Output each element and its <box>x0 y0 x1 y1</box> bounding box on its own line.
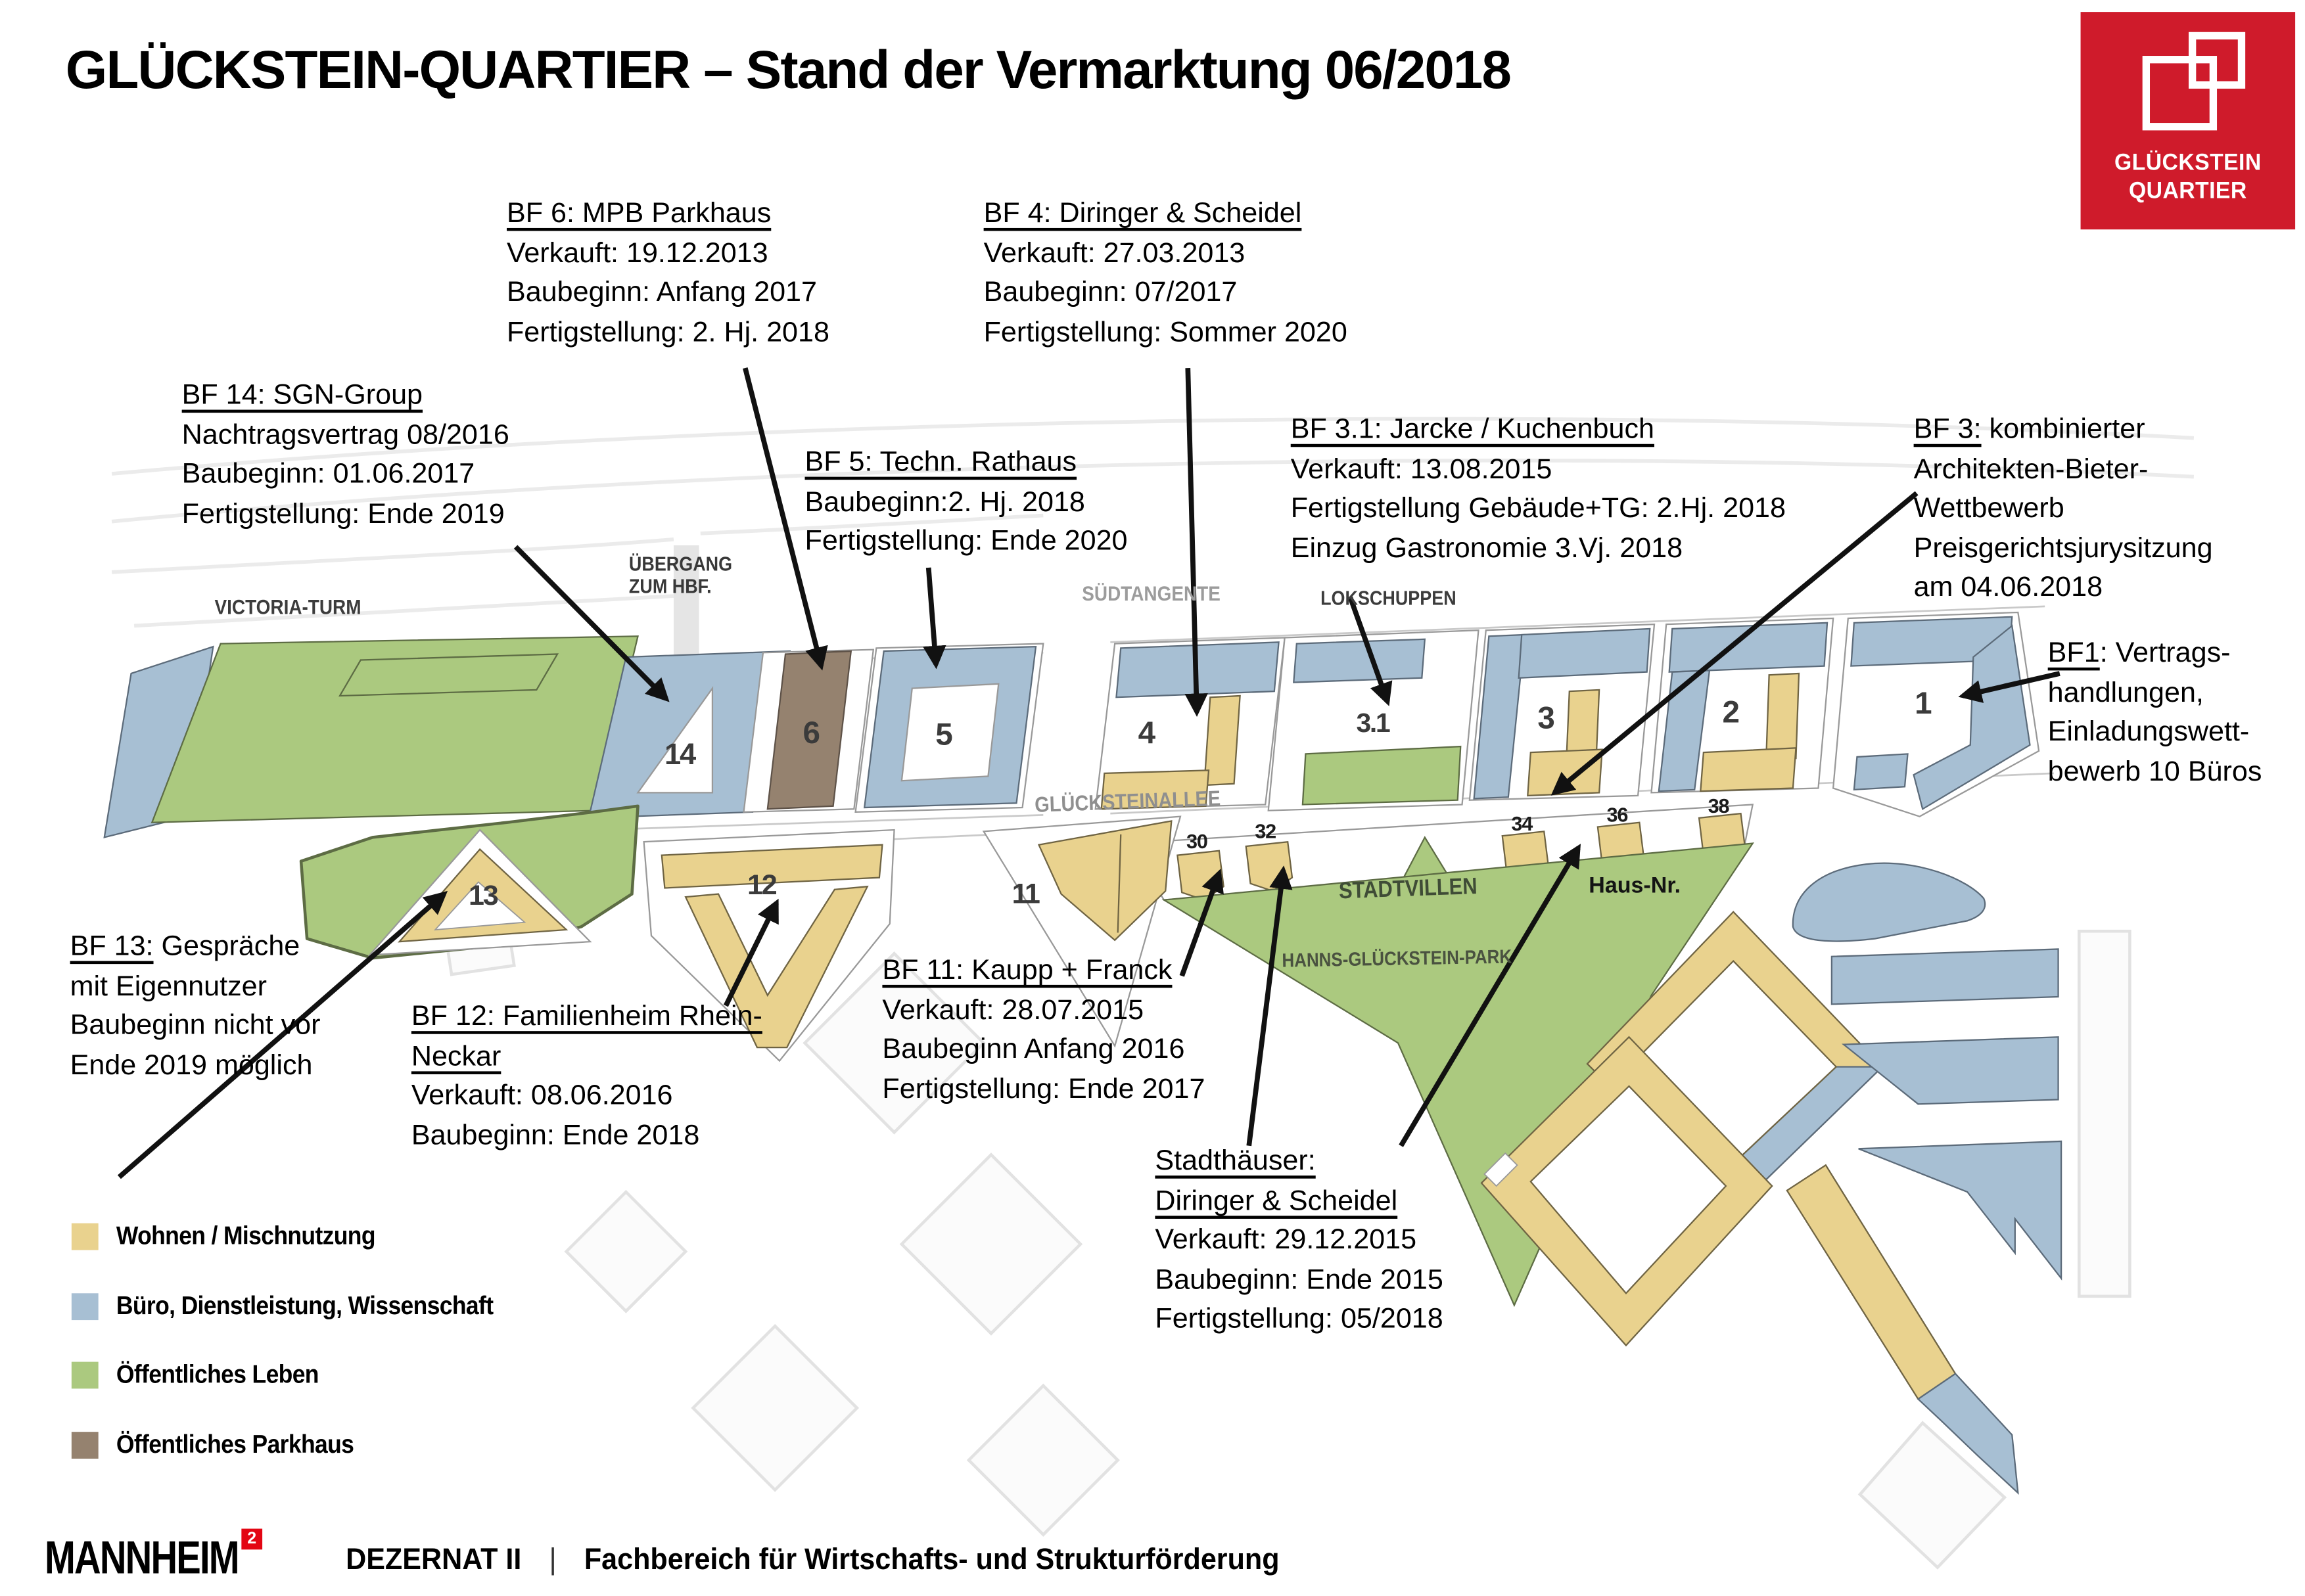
annotation-line: mit Eigennutzer <box>70 970 267 1002</box>
annotation-bf3 <box>1914 411 2213 608</box>
annotation-line: Fertigstellung: 2. Hj. 2018 <box>506 316 829 348</box>
footer-unit: Fachbereich für Wirtschafts- und Strukturförderung <box>584 1543 1280 1577</box>
east-office-buildings <box>1787 863 2061 1493</box>
annotation-heading: BF 4: Diringer & Scheidel <box>983 198 1302 230</box>
block-3 <box>1470 624 1654 800</box>
annotation-line: Architekten-Bieter- <box>1913 453 2149 486</box>
annotation-bf11 <box>882 952 1205 1110</box>
annotation-heading: BF 12: Familienheim Rhein- <box>411 1001 762 1033</box>
legend-label: Wohnen / Mischnutzung <box>116 1221 375 1250</box>
annotation-bf6 <box>507 195 829 353</box>
annotation-bf4 <box>984 195 1347 353</box>
annotation-line: Fertigstellung: Sommer 2020 <box>983 316 1347 348</box>
annotation-line: Baubeginn: 07/2017 <box>983 277 1238 309</box>
annotation-line: Baubeginn:2. Hj. 2018 <box>804 486 1085 518</box>
footer-dezernat: DEZERNAT II <box>346 1543 522 1577</box>
block-1 <box>1833 612 2039 817</box>
annotation-line: Baubeginn: Ende 2015 <box>1155 1264 1443 1296</box>
page-title: GLÜCKSTEIN-QUARTIER – Stand der Vermarktung 06/2018 <box>65 38 1511 100</box>
annotation-line: Verkauft: 13.08.2015 <box>1290 453 1552 486</box>
annotation-line: Preisgerichtsjurysitzung <box>1913 532 2213 564</box>
block-4 <box>1096 638 1285 809</box>
annotation-bf12 <box>411 998 762 1156</box>
annotation-heading: BF 13: Gespräche <box>70 931 300 963</box>
map-label-lokschuppen: LOKSCHUPPEN <box>1320 587 1456 610</box>
annotation-line: Fertigstellung: Ende 2017 <box>882 1073 1205 1105</box>
legend-label: Büro, Dienstleistung, Wissenschaft <box>116 1290 494 1319</box>
footer-department <box>346 1543 1279 1578</box>
annotation-line: Baubeginn: Anfang 2017 <box>506 277 817 309</box>
block-number-4: 4 <box>1138 716 1154 751</box>
annotation-line: am 04.06.2018 <box>1913 572 2103 604</box>
annotation-line: Fertigstellung Gebäude+TG: 2.Hj. 2018 <box>1290 493 1786 525</box>
mannheim-square-icon: 2 <box>241 1529 262 1550</box>
annotation-line: bewerb 10 Büros <box>2047 756 2262 788</box>
map-label-uebergang: ÜBERGANG ZUM HBF. <box>628 553 733 598</box>
annotation-line: Verkauft: 19.12.2013 <box>506 237 768 269</box>
annotation-heading: BF 3: kombinierter <box>1913 414 2145 446</box>
annotation-bf14 <box>182 377 509 535</box>
legend-swatch-icon <box>72 1292 99 1319</box>
annotation-bf5 <box>805 444 1128 562</box>
map-label-suedtangente: SÜDTANGENTE <box>1082 581 1221 605</box>
annotation-line: Nachtragsvertrag 08/2016 <box>181 419 509 451</box>
map-label-stadtvillen: STADTVILLEN <box>1338 874 1478 905</box>
annotation-sth <box>1155 1143 1443 1340</box>
annotation-line: Baubeginn Anfang 2016 <box>882 1034 1185 1066</box>
annotation-line: Verkauft: 29.12.2015 <box>1155 1224 1417 1256</box>
block-number-5: 5 <box>935 717 952 752</box>
house-number-38: 38 <box>1708 794 1729 817</box>
annotation-line: Fertigstellung: Ende 2019 <box>181 498 505 530</box>
annotation-line: Baubeginn: 01.06.2017 <box>181 459 475 491</box>
map-label-victoria: VICTORIA-TURM <box>214 594 361 619</box>
annotation-line: Fertigstellung: 05/2018 <box>1155 1304 1443 1335</box>
block-2 <box>1652 618 1834 792</box>
block-number-11: 11 <box>1012 878 1039 910</box>
victoria-area <box>105 636 638 837</box>
legend-label: Öffentliches Leben <box>116 1360 319 1389</box>
annotation-line: Wettbewerb <box>1913 493 2064 525</box>
logo-line1: GLÜCKSTEIN <box>2114 150 2262 176</box>
annotation-line: Fertigstellung: Ende 2020 <box>804 526 1128 558</box>
annotation-heading: Neckar <box>411 1040 501 1072</box>
annotation-line: Ende 2019 möglich <box>70 1049 313 1082</box>
annotation-heading: BF 14: SGN-Group <box>181 380 423 411</box>
legend-swatch-icon <box>72 1431 99 1458</box>
annotation-heading: BF 11: Kaupp + Franck <box>882 955 1173 987</box>
annotation-line: Baubeginn: Ende 2018 <box>411 1120 700 1151</box>
block-number-6: 6 <box>803 716 819 751</box>
legend-swatch-icon <box>72 1362 99 1389</box>
block-number-12: 12 <box>747 869 776 901</box>
house-number-36: 36 <box>1606 804 1628 827</box>
annotation-heading: BF 3.1: Jarcke / Kuchenbuch <box>1290 414 1654 446</box>
annotation-line: Baubeginn nicht vor <box>70 1010 321 1042</box>
mannheim-wordmark: MANNHEIM <box>45 1532 239 1584</box>
annotation-heading: BF 6: MPB Parkhaus <box>506 198 772 230</box>
footer-separator: | <box>549 1543 557 1577</box>
logo-line2: QUARTIER <box>2128 179 2247 204</box>
house-number-34: 34 <box>1511 812 1533 835</box>
annotation-heading: BF1: Vertrags- <box>2047 637 2231 670</box>
house-number-32: 32 <box>1255 820 1276 843</box>
annotation-bf1 <box>2048 635 2262 792</box>
annotation-line: Einzug Gastronomie 3.Vj. 2018 <box>1290 532 1683 564</box>
map-label-park: HANNS-GLÜCKSTEIN-PARK <box>1282 945 1512 972</box>
legend-label: Öffentliches Parkhaus <box>116 1429 354 1458</box>
block-number-3: 3 <box>1537 700 1554 736</box>
annotation-line: handlungen, <box>2047 677 2204 709</box>
annotation-line: Verkauft: 08.06.2016 <box>411 1080 673 1112</box>
annotation-heading: Diringer & Scheidel <box>1155 1185 1398 1217</box>
annotation-line: Einladungswett- <box>2047 716 2250 748</box>
map-label-allee: GLÜCKSTEINALLEE <box>1034 787 1221 818</box>
annotation-heading: BF 5: Techn. Rathaus <box>804 447 1077 478</box>
legend-swatch-icon <box>72 1223 99 1250</box>
annotation-line: Verkauft: 28.07.2015 <box>882 994 1144 1026</box>
annotation-bf13 <box>70 928 321 1086</box>
block-number-3.1: 3.1 <box>1356 707 1389 738</box>
annotation-line: Verkauft: 27.03.2013 <box>983 237 1246 269</box>
map-label-hausnr: Haus-Nr. <box>1589 873 1681 899</box>
annotation-bf31 <box>1291 411 1786 569</box>
block-number-1: 1 <box>1915 685 1931 721</box>
block-number-14: 14 <box>664 737 695 771</box>
house-number-30: 30 <box>1186 831 1207 854</box>
mannheim-logo <box>45 1532 287 1585</box>
block-number-13: 13 <box>469 879 498 911</box>
annotation-heading: Stadthäuser: <box>1155 1145 1316 1177</box>
block-number-2: 2 <box>1722 695 1738 730</box>
